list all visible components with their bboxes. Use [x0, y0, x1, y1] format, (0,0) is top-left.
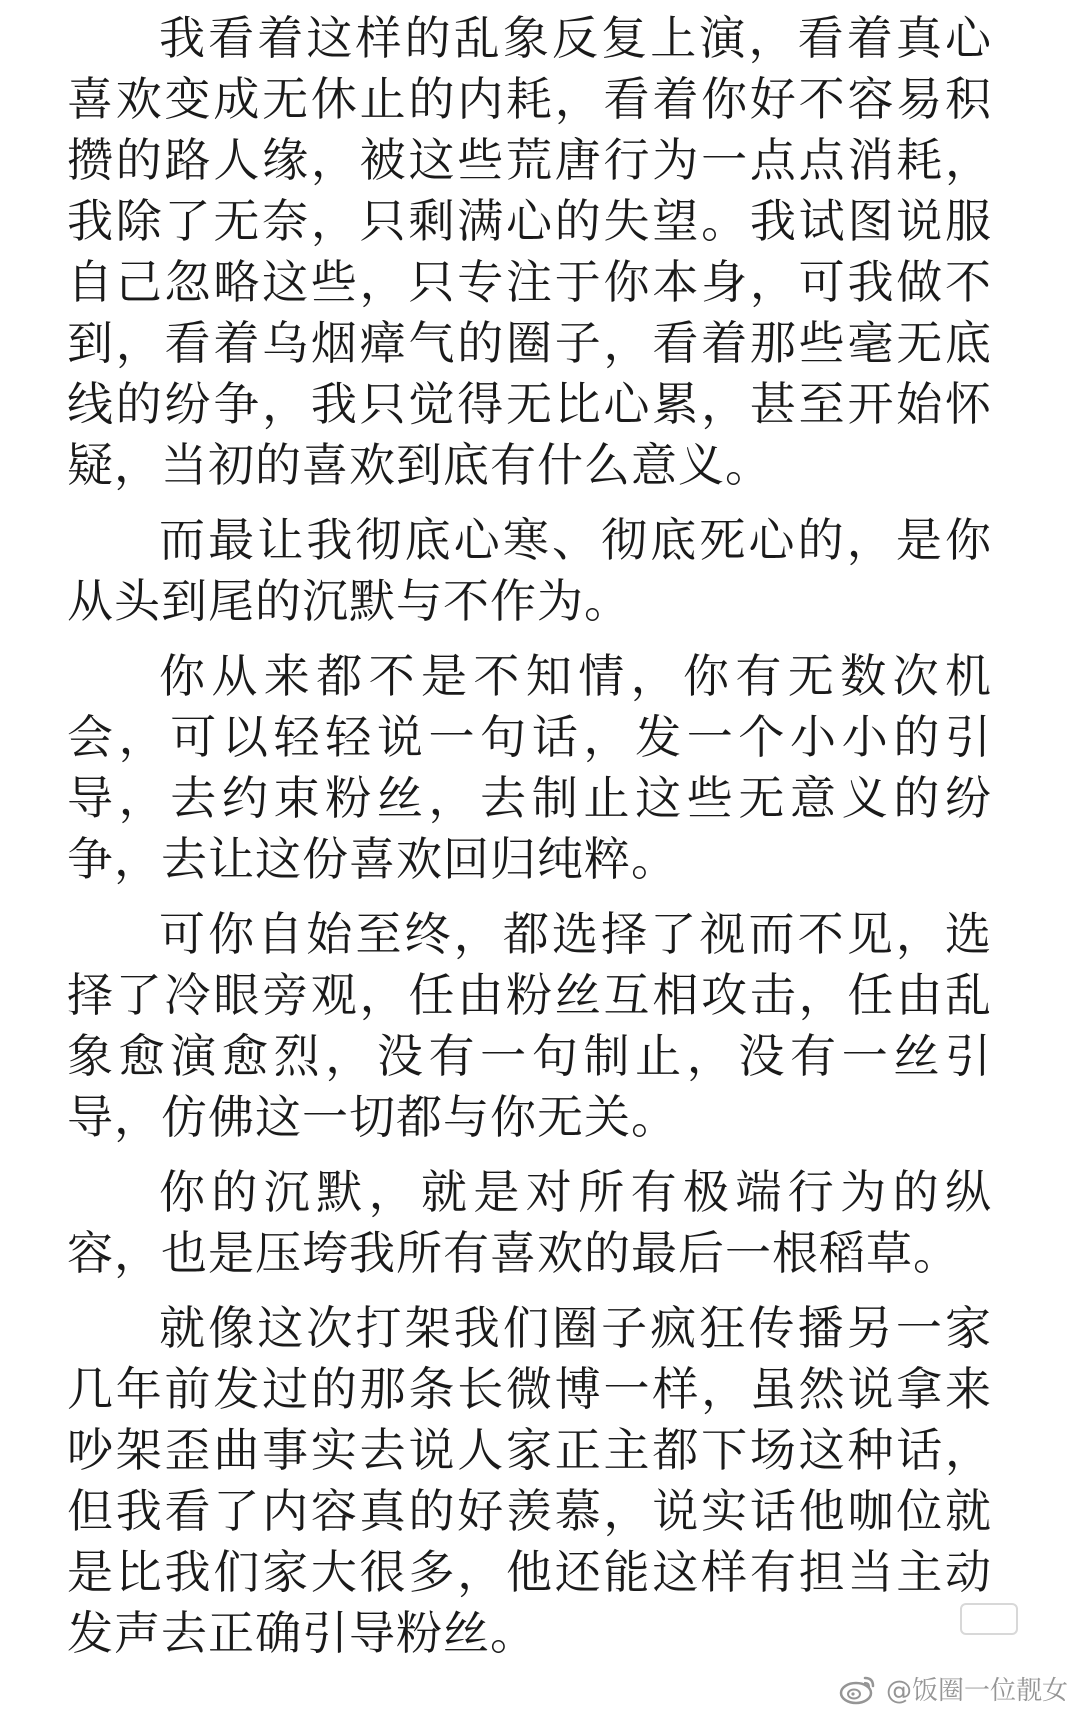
article-body	[67, 8, 992, 1678]
weibo-icon	[838, 1672, 878, 1706]
watermark-handle: @饭圈一位靓女	[885, 1676, 1068, 1706]
paragraph-4: 可你自始至终，都选择了视而不见，选择了冷眼旁观，任由粉丝互相攻击，任由乱象愈演愈烈，没有一句制止，没有一丝引导，仿佛这一切都与你无关。	[67, 907, 992, 1144]
paragraph-3: 你从来都不是不知情，你有无数次机会，可以轻轻说一句话，发一个小小的引导，去约束粉丝，去制止这些无意义的纷争，去让这份喜欢回归纯粹。	[67, 649, 992, 886]
paragraph-5: 你的沉默，就是对所有极端行为的纵容，也是压垮我所有喜欢的最后一根稻草。	[67, 1165, 992, 1280]
faint-corner-mark	[960, 1603, 1018, 1635]
paragraph-2: 而最让我彻底心寒、彻底死心的，是你从头到尾的沉默与不作为。	[67, 513, 992, 628]
watermark	[838, 1670, 1068, 1707]
paragraph-6: 就像这次打架我们圈子疯狂传播另一家几年前发过的那条长微博一样，虽然说拿来吵架歪曲事实去说人家正主都下场这种话，但我看了内容真的好羡慕，说实话他咖位就是比我们家大很多，他还能这样有担当主动发声去正确引导粉丝。	[67, 1301, 992, 1660]
paragraph-1: 我看着这样的乱象反复上演，看着真心喜欢变成无休止的内耗，看着你好不容易积攒的路人缘，被这些荒唐行为一点点消耗，我除了无奈，只剩满心的失望。我试图说服自己忽略这些，只专注于你本身，可我做不到，看着乌烟瘴气的圈子，看着那些毫无底线的纷争，我只觉得无比心累，甚至开始怀疑，当初的喜欢到底有什么意义。	[67, 11, 992, 492]
